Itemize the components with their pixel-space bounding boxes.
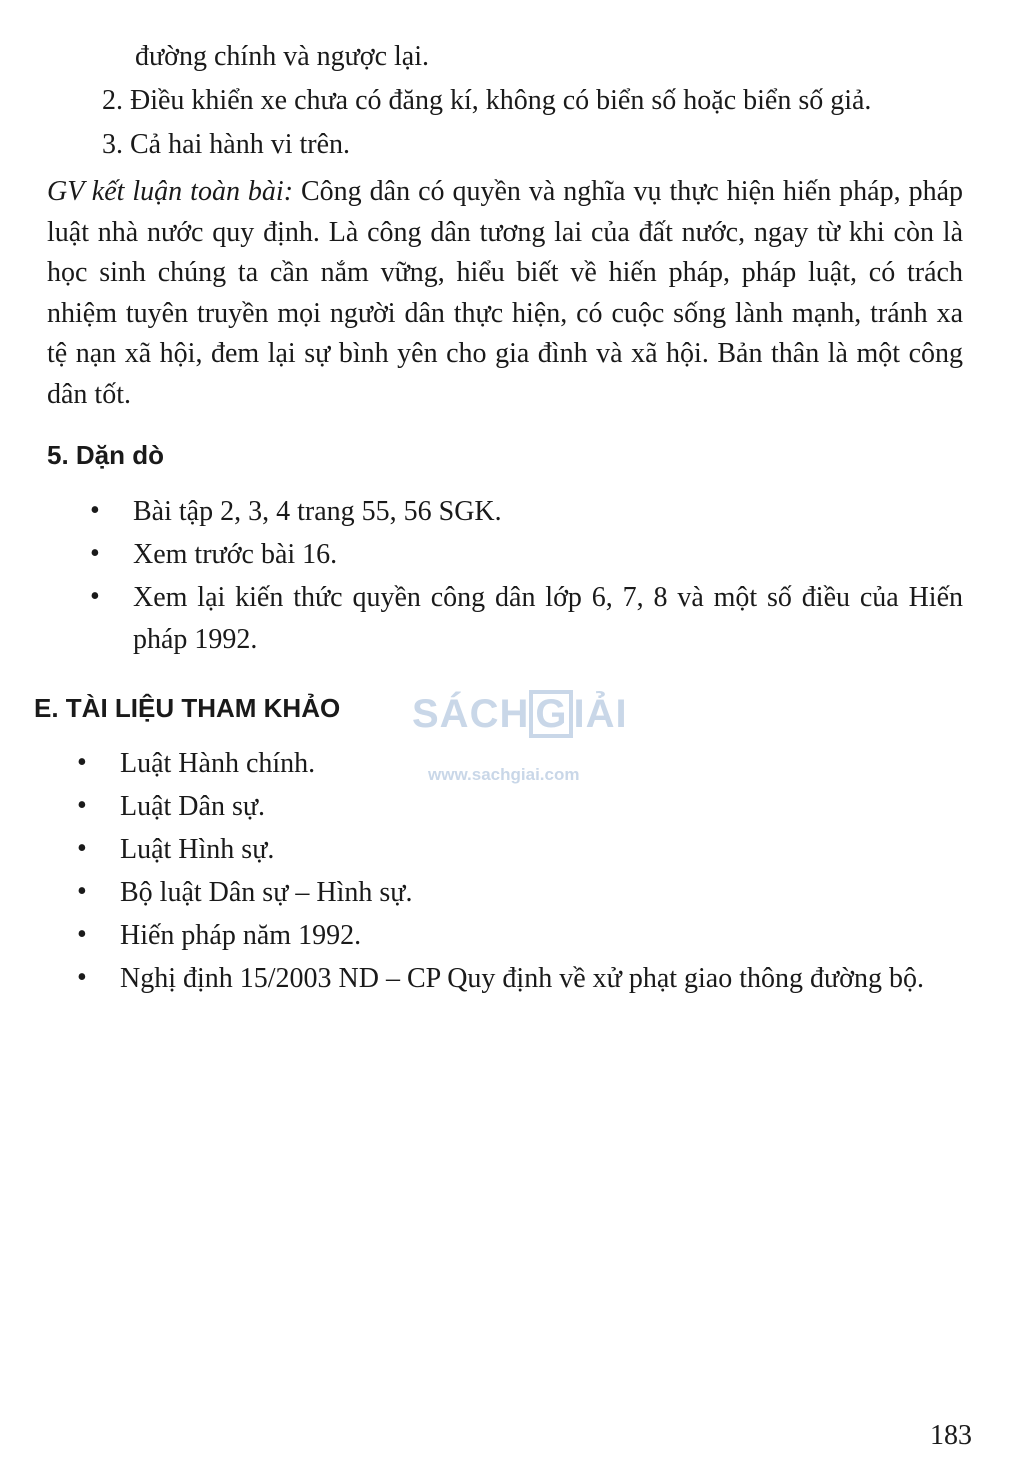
conclusion-label: GV kết luận toàn bài: <box>47 176 294 207</box>
text-line: đường chính và ngược lại. <box>135 41 430 72</box>
list-item: Luật Dân sự. <box>120 791 266 822</box>
list-item: Luật Hình sự. <box>120 834 275 865</box>
list-item-3: 3. Cả hai hành vi trên. <box>102 129 351 160</box>
conclusion-text: Công dân có quyền và nghĩa vụ thực hiện hiến pháp, pháp luật nhà nước quy định. Là công dân tương lai của đất nước, ngay từ khi còn là học sinh chúng ta cần nắm vững, hiểu biết về hiến pháp, pháp luật, có trách nhiệm tuyên truyền mọi người dân thực hiện, có cuộc sống lành mạnh, tránh xa tệ nạn xã hội, đem lại sự bình yên cho gia đình và xã hội. Bản thân là một công dân tốt. <box>47 176 963 410</box>
list-item-2: 2. Điều khiển xe chưa có đăng kí, không có biển số hoặc biển số giả. <box>102 85 872 116</box>
bullet-icon: • <box>77 962 87 993</box>
conclusion-paragraph <box>47 172 963 415</box>
page-number: 183 <box>930 1420 972 1451</box>
watermark-logo: SÁCH G IẢI <box>412 692 628 736</box>
bullet-icon: • <box>77 833 87 864</box>
watermark-url: www.sachgiai.com <box>428 765 580 784</box>
list-item: Bài tập 2, 3, 4 trang 55, 56 SGK. <box>133 496 502 527</box>
list-item: Xem lại kiến thức quyền công dân lớp 6, 7, 8 và một số điều của Hiến pháp 1992. <box>133 582 963 655</box>
list-item: Hiến pháp năm 1992. <box>120 920 362 951</box>
bullet-icon: • <box>90 581 100 612</box>
section-heading-5: 5. Dặn dò <box>47 440 165 470</box>
bullet-icon: • <box>77 747 87 778</box>
list-item: Nghị định 15/2003 ND – CP Quy định về xử phạt giao thông đường bộ. <box>120 963 924 994</box>
list-item: Bộ luật Dân sự – Hình sự. <box>120 877 413 908</box>
bullet-icon: • <box>90 538 100 569</box>
bullet-icon: • <box>77 919 87 950</box>
list-item: Luật Hành chính. <box>120 748 316 779</box>
bullet-icon: • <box>77 790 87 821</box>
bullet-icon: • <box>90 495 100 526</box>
section-heading-e: E. TÀI LIỆU THAM KHẢO <box>34 693 341 723</box>
list-item: Xem trước bài 16. <box>133 539 338 570</box>
bullet-icon: • <box>77 876 87 907</box>
